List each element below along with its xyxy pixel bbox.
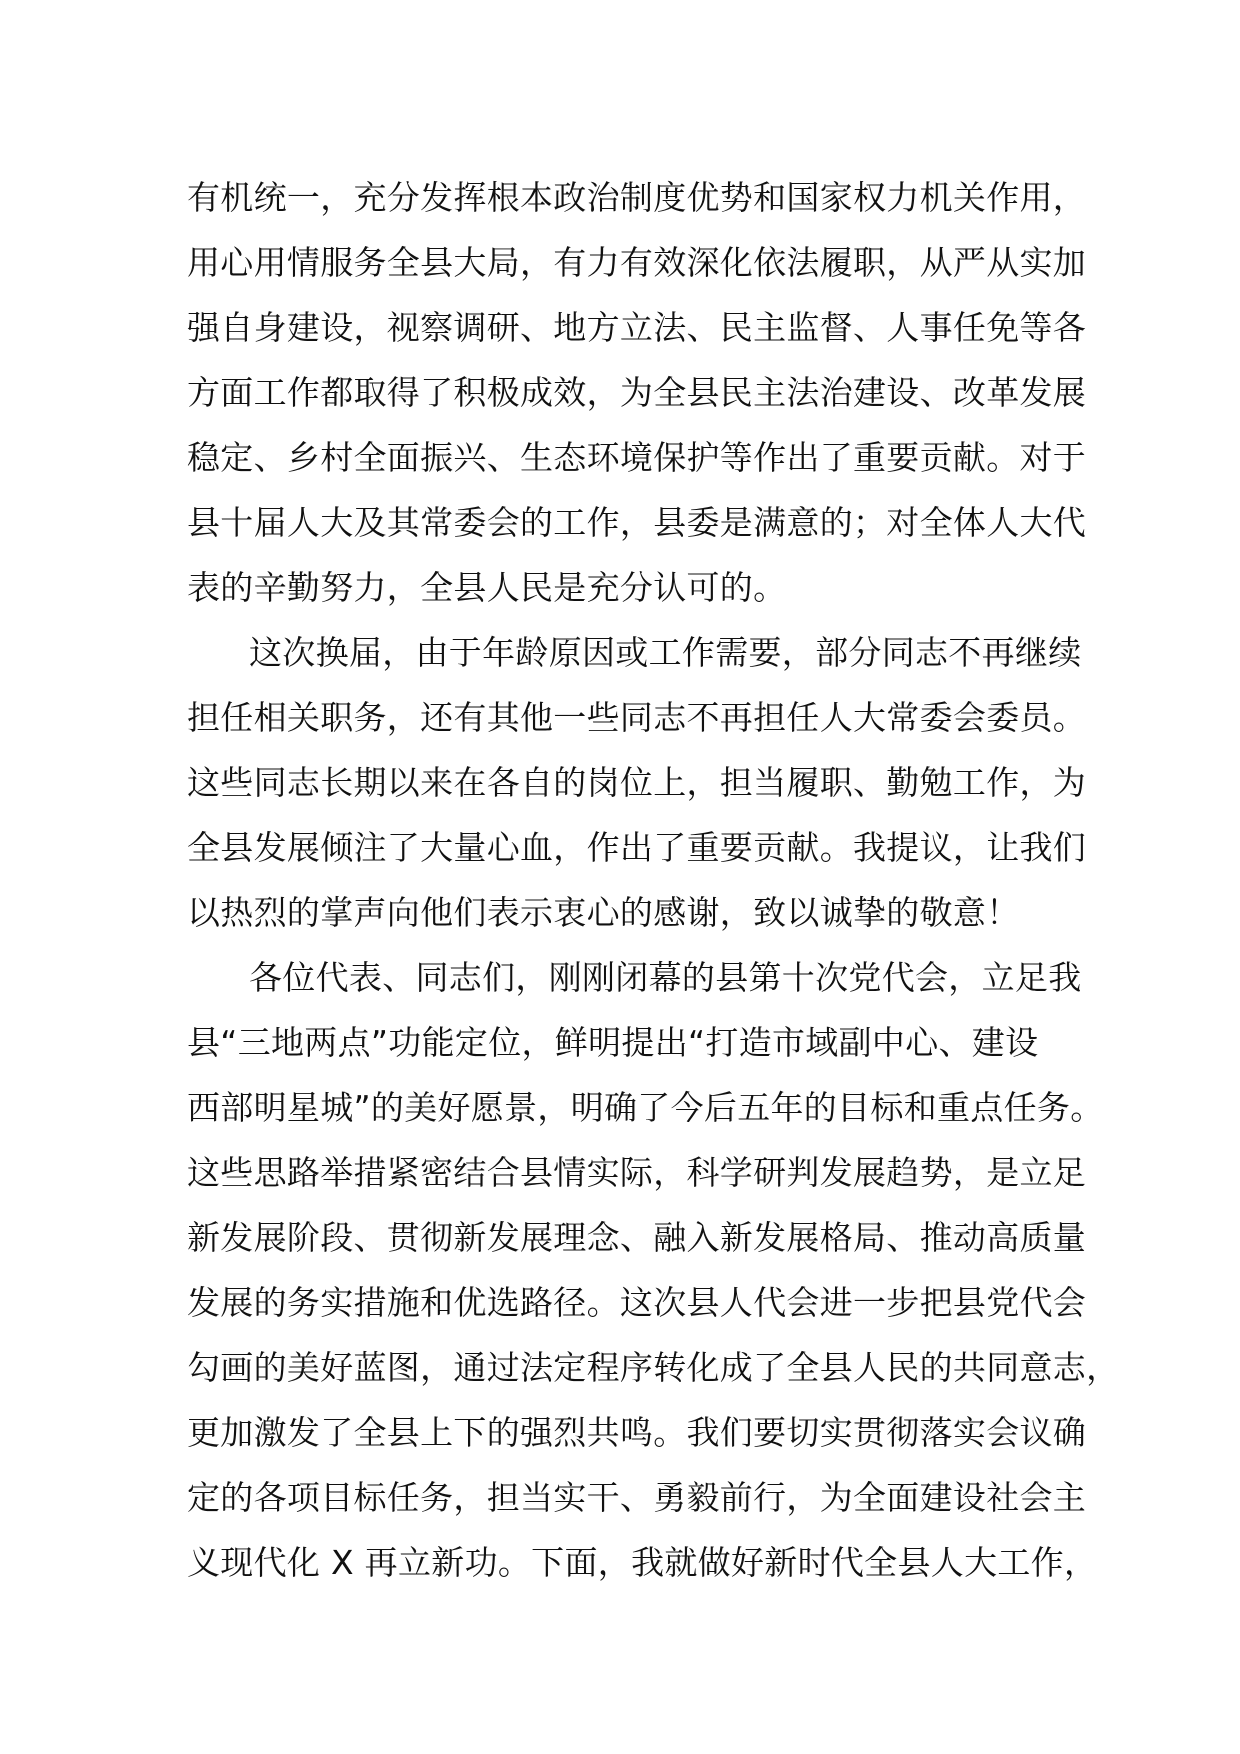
text-line: 县十届人大及其常委会的工作，县委是满意的；对全体人大代 [187, 503, 1087, 542]
text-line: 强自身建设，视察调研、地方立法、民主监督、人事任免等各 [187, 308, 1087, 347]
text-line: 全县发展倾注了大量心血，作出了重要贡献。我提议，让我们 [187, 828, 1087, 867]
text-line: 新发展阶段、贯彻新发展理念、融入新发展格局、推动高质量 [187, 1218, 1087, 1257]
text-line: 方面工作都取得了积极成效，为全县民主法治建设、改革发展 [187, 373, 1087, 412]
text-line: 这些思路举措紧密结合县情实际，科学研判发展趋势，是立足 [187, 1153, 1087, 1192]
text-line: 各位代表、同志们，刚刚闭幕的县第十次党代会，立足我 [249, 958, 1082, 997]
text-line: 这些同志长期以来在各自的岗位上，担当履职、勤勉工作，为 [187, 763, 1087, 802]
body-text [187, 165, 1120, 1595]
text-line: 担任相关职务，还有其他一些同志不再担任人大常委会委员。 [187, 698, 1087, 737]
text-line: 有机统一，充分发挥根本政治制度优势和国家权力机关作用， [187, 178, 1087, 217]
text-line: 用心用情服务全县大局，有力有效深化依法履职，从严从实加 [187, 243, 1087, 282]
text-line: 更加激发了全县上下的强烈共鸣。我们要切实贯彻落实会议确 [187, 1413, 1087, 1452]
text-line: 稳定、乡村全面振兴、生态环境保护等作出了重要贡献。对于 [187, 438, 1087, 477]
text-line: 表的辛勤努力，全县人民是充分认可的。 [187, 568, 787, 607]
text-line: 县“三地两点”功能定位，鲜明提出“打造市域副中心、建设 [187, 1023, 1039, 1062]
text-line: 以热烈的掌声向他们表示衷心的感谢，致以诚挚的敬意！ [187, 893, 1020, 932]
text-line: 发展的务实措施和优选路径。这次县人代会进一步把县党代会 [187, 1283, 1087, 1322]
text-line: 勾画的美好蓝图，通过法定程序转化成了全县人民的共同意志， [187, 1348, 1120, 1387]
text-line: 定的各项目标任务，担当实干、勇毅前行，为全面建设社会主 [187, 1478, 1087, 1517]
text-line: 这次换届，由于年龄原因或工作需要，部分同志不再继续 [249, 633, 1082, 672]
text-line: 义现代化 X 再立新功。下面，我就做好新时代全县人大工作， [187, 1543, 1098, 1582]
text-line: 西部明星城”的美好愿景，明确了今后五年的目标和重点任务。 [187, 1088, 1104, 1127]
